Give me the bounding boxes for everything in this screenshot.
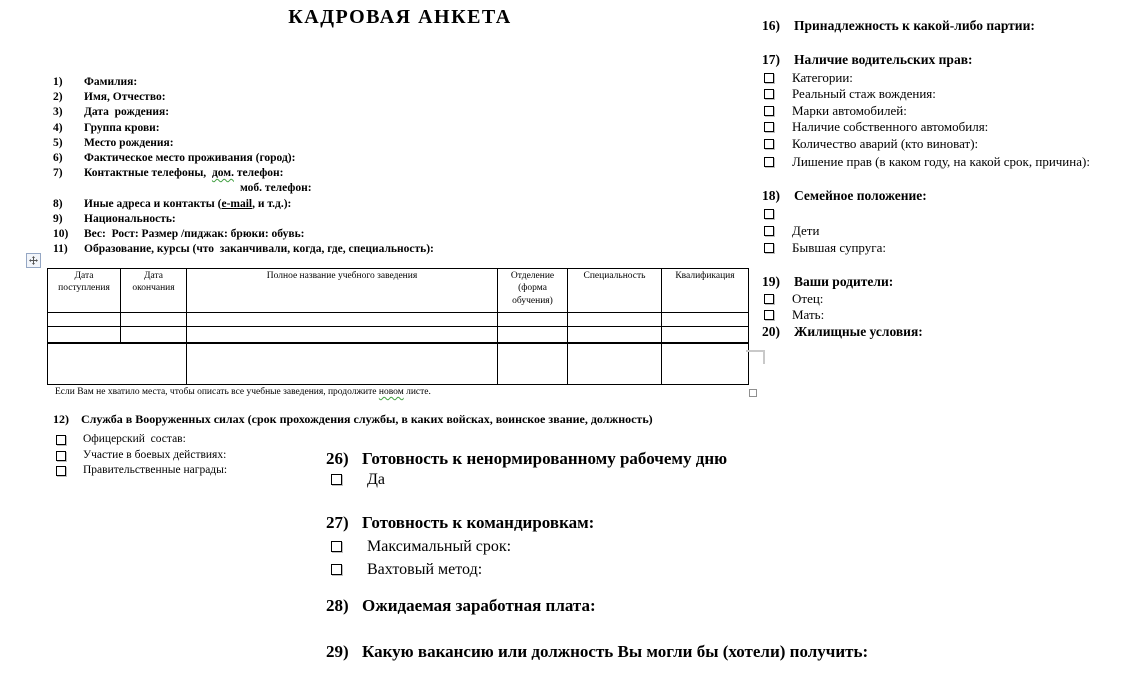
table-cell[interactable] (662, 313, 749, 327)
table-cell[interactable] (121, 313, 187, 327)
item-number: 28) (326, 596, 349, 615)
checkbox-item (762, 70, 853, 86)
table-resize-handle[interactable] (749, 389, 757, 397)
question-label: Принадлежность к какой-либо партии: (794, 18, 1035, 33)
checkbox-item (762, 119, 988, 135)
checkbox-item (762, 307, 824, 323)
table-cell[interactable] (568, 327, 662, 343)
question-heading (326, 513, 594, 533)
checkbox-item (326, 560, 482, 579)
checkbox-item (762, 223, 819, 239)
item-number: 2) (53, 91, 63, 104)
col-header: Дата окончания (121, 269, 187, 313)
checkbox-label: Максимальный срок: (367, 538, 512, 555)
table-cell[interactable] (121, 327, 187, 343)
table-cell[interactable] (568, 343, 662, 385)
table-header-row (48, 269, 749, 313)
item-number: 12) (53, 412, 69, 426)
question-heading (762, 274, 893, 290)
checkbox-icon[interactable] (764, 310, 774, 320)
table-cell[interactable] (662, 343, 749, 385)
checkbox-label: Офицерский состав: (83, 433, 186, 445)
checkbox-icon[interactable] (764, 209, 774, 219)
question-label: Жилищные условия: (794, 324, 923, 339)
checkbox-icon[interactable] (56, 435, 66, 445)
item-number: 9) (53, 212, 63, 225)
checkbox-item (762, 103, 907, 119)
right-column (762, 0, 1130, 360)
table-cell-merged[interactable] (48, 343, 187, 385)
table-cell[interactable] (568, 313, 662, 327)
checkbox-icon[interactable] (764, 73, 774, 83)
checkbox-icon[interactable] (764, 106, 774, 116)
checkbox-icon[interactable] (764, 122, 774, 132)
table-row (48, 313, 749, 327)
education-table (47, 268, 749, 385)
checkbox-item (326, 537, 511, 556)
checkbox-icon[interactable] (56, 451, 66, 461)
item-label: Образование, курсы (что заканчивали, когда, где, специальность): (84, 243, 434, 256)
section-heading (53, 412, 753, 426)
question-label: Готовность к командировкам: (362, 513, 595, 532)
table-footnote: Если Вам не хватило места, чтобы описать все учебные заведения, продолжите новом листе. (55, 387, 431, 397)
checkbox-item (762, 206, 792, 219)
item-number: 26) (326, 449, 349, 468)
checkbox-label: Отец: (792, 291, 824, 306)
checkbox-label: Дети (792, 223, 820, 238)
list-item (53, 90, 713, 105)
col-header: Специальность (568, 269, 662, 313)
col-header: Полное название учебного заведения (187, 269, 498, 313)
question-label: Ожидаемая заработная плата: (362, 596, 596, 615)
item-number: 7) (53, 167, 63, 180)
checkbox-label: Да (367, 471, 386, 488)
list-item (53, 227, 713, 242)
item-label: Контактные телефоны, дом. телефон: (84, 167, 284, 180)
checkbox-icon[interactable] (764, 294, 774, 304)
item-label: Иные адреса и контакты (e-mail, и т.д.): (84, 197, 292, 210)
checkbox-label: Наличие собственного автомобиля: (792, 119, 989, 134)
checkbox-label: Правительственные награды: (83, 464, 228, 476)
checkbox-label: Участие в боевых действиях: (83, 448, 227, 461)
list-item (53, 105, 713, 120)
checkbox-icon[interactable] (764, 157, 774, 167)
question-heading (326, 642, 868, 662)
checkbox-item (762, 240, 886, 256)
item-number: 1) (53, 76, 63, 88)
item-label: Группа крови: (84, 121, 160, 134)
checkbox-icon[interactable] (331, 474, 342, 485)
section-heading-label: Служба в Вооруженных силах (срок прохождения службы, в каких войсках, воинское звание, должность) (81, 412, 653, 426)
four-way-arrow-icon (29, 256, 38, 265)
table-cell[interactable] (187, 313, 498, 327)
checkbox-item (326, 470, 385, 489)
item-number: 16) (762, 18, 780, 33)
list-item (53, 75, 713, 90)
checkbox-icon[interactable] (764, 226, 774, 236)
list-item (53, 197, 713, 212)
item-number: 27) (326, 513, 349, 532)
checkbox-label: Мать: (792, 307, 825, 322)
item-number: 3) (53, 106, 63, 119)
availability-block (326, 449, 1066, 678)
checkbox-label: Марки автомобилей: (792, 103, 907, 118)
checkbox-icon[interactable] (764, 89, 774, 99)
question-heading (762, 188, 927, 204)
item-label: Имя, Отчество: (84, 91, 166, 104)
table-cell[interactable] (187, 327, 498, 343)
table-cell[interactable] (187, 343, 498, 385)
personal-info-list (53, 75, 713, 257)
question-label: Ваши родители: (794, 274, 894, 289)
question-label: Какую вакансию или должность Вы могли бы (хотели) получить: (362, 642, 869, 661)
checkbox-label: Вахтовый метод: (367, 561, 483, 578)
col-header: Дата поступления (48, 269, 121, 313)
checkbox-item (762, 291, 823, 307)
col-header: Отделение (форма обучения) (498, 269, 568, 313)
item-number: 19) (762, 274, 780, 289)
grammar-squiggle-text: новом (378, 387, 404, 397)
item-number: 20) (762, 324, 780, 339)
item-label: Фамилия: (84, 76, 138, 88)
item-number: 10) (53, 227, 69, 240)
item-number: 18) (762, 188, 780, 203)
table-cell[interactable] (48, 327, 121, 343)
checkbox-item (53, 433, 753, 449)
table-cell[interactable] (498, 343, 568, 385)
checkbox-label: Количество аварий (кто виноват): (792, 136, 979, 151)
checkbox-label: Лишение прав (в каком году, на какой срок, причина): (792, 154, 1090, 169)
table-row (48, 343, 749, 385)
question-label: Наличие водительских прав: (794, 52, 973, 67)
question-label: Семейное положение: (794, 188, 927, 203)
checkbox-icon[interactable] (331, 564, 342, 575)
item-number: 4) (53, 121, 63, 134)
checkbox-item (762, 86, 936, 102)
item-label: Национальность: (84, 212, 176, 225)
checkbox-label: Реальный стаж вождения: (792, 86, 936, 101)
table-cell[interactable] (498, 313, 568, 327)
table-move-handle[interactable] (26, 253, 41, 268)
list-item-continuation (53, 181, 713, 196)
item-label: Дата рождения: (84, 106, 170, 119)
item-number: 29) (326, 642, 349, 661)
list-item (53, 212, 713, 227)
item-number: 11) (53, 243, 68, 256)
table-row (48, 327, 749, 343)
list-item (53, 242, 713, 257)
page-title: КАДРОВАЯ АНКЕТА (288, 6, 512, 28)
item-number: 17) (762, 52, 780, 67)
checkbox-icon[interactable] (331, 541, 342, 552)
list-item (53, 166, 713, 181)
checkbox-icon[interactable] (764, 243, 774, 253)
question-label: Готовность к ненормированному рабочему дню (362, 449, 728, 468)
item-number: 8) (53, 197, 63, 210)
checkbox-item (762, 154, 1090, 170)
item-label: Место рождения: (84, 136, 174, 149)
list-item (53, 136, 713, 151)
question-heading (762, 324, 923, 340)
checkbox-label: Бывшая супруга: (792, 240, 886, 255)
grammar-squiggle-text: дом. (211, 167, 234, 180)
item-number: 5) (53, 136, 63, 149)
underlined-text: e-mail (221, 197, 253, 210)
table-cell[interactable] (498, 327, 568, 343)
col-header: Квалификация (662, 269, 749, 313)
item-number: 6) (53, 151, 63, 164)
question-heading (762, 52, 972, 68)
list-item (53, 151, 713, 166)
checkbox-icon[interactable] (764, 139, 774, 149)
question-heading (326, 449, 727, 469)
item-label: Фактическое место проживания (город): (84, 151, 296, 164)
item-label: моб. телефон: (240, 182, 312, 195)
item-label: Вес: Рост: Размер /пиджак: брюки: обувь: (84, 227, 305, 240)
checkbox-item (762, 136, 978, 152)
checkbox-label: Категории: (792, 70, 853, 85)
table-cell[interactable] (48, 313, 121, 327)
checkbox-icon[interactable] (56, 466, 66, 476)
table-cell[interactable] (662, 327, 749, 343)
question-heading (326, 596, 596, 616)
list-item (53, 121, 713, 136)
question-heading (762, 18, 1035, 34)
